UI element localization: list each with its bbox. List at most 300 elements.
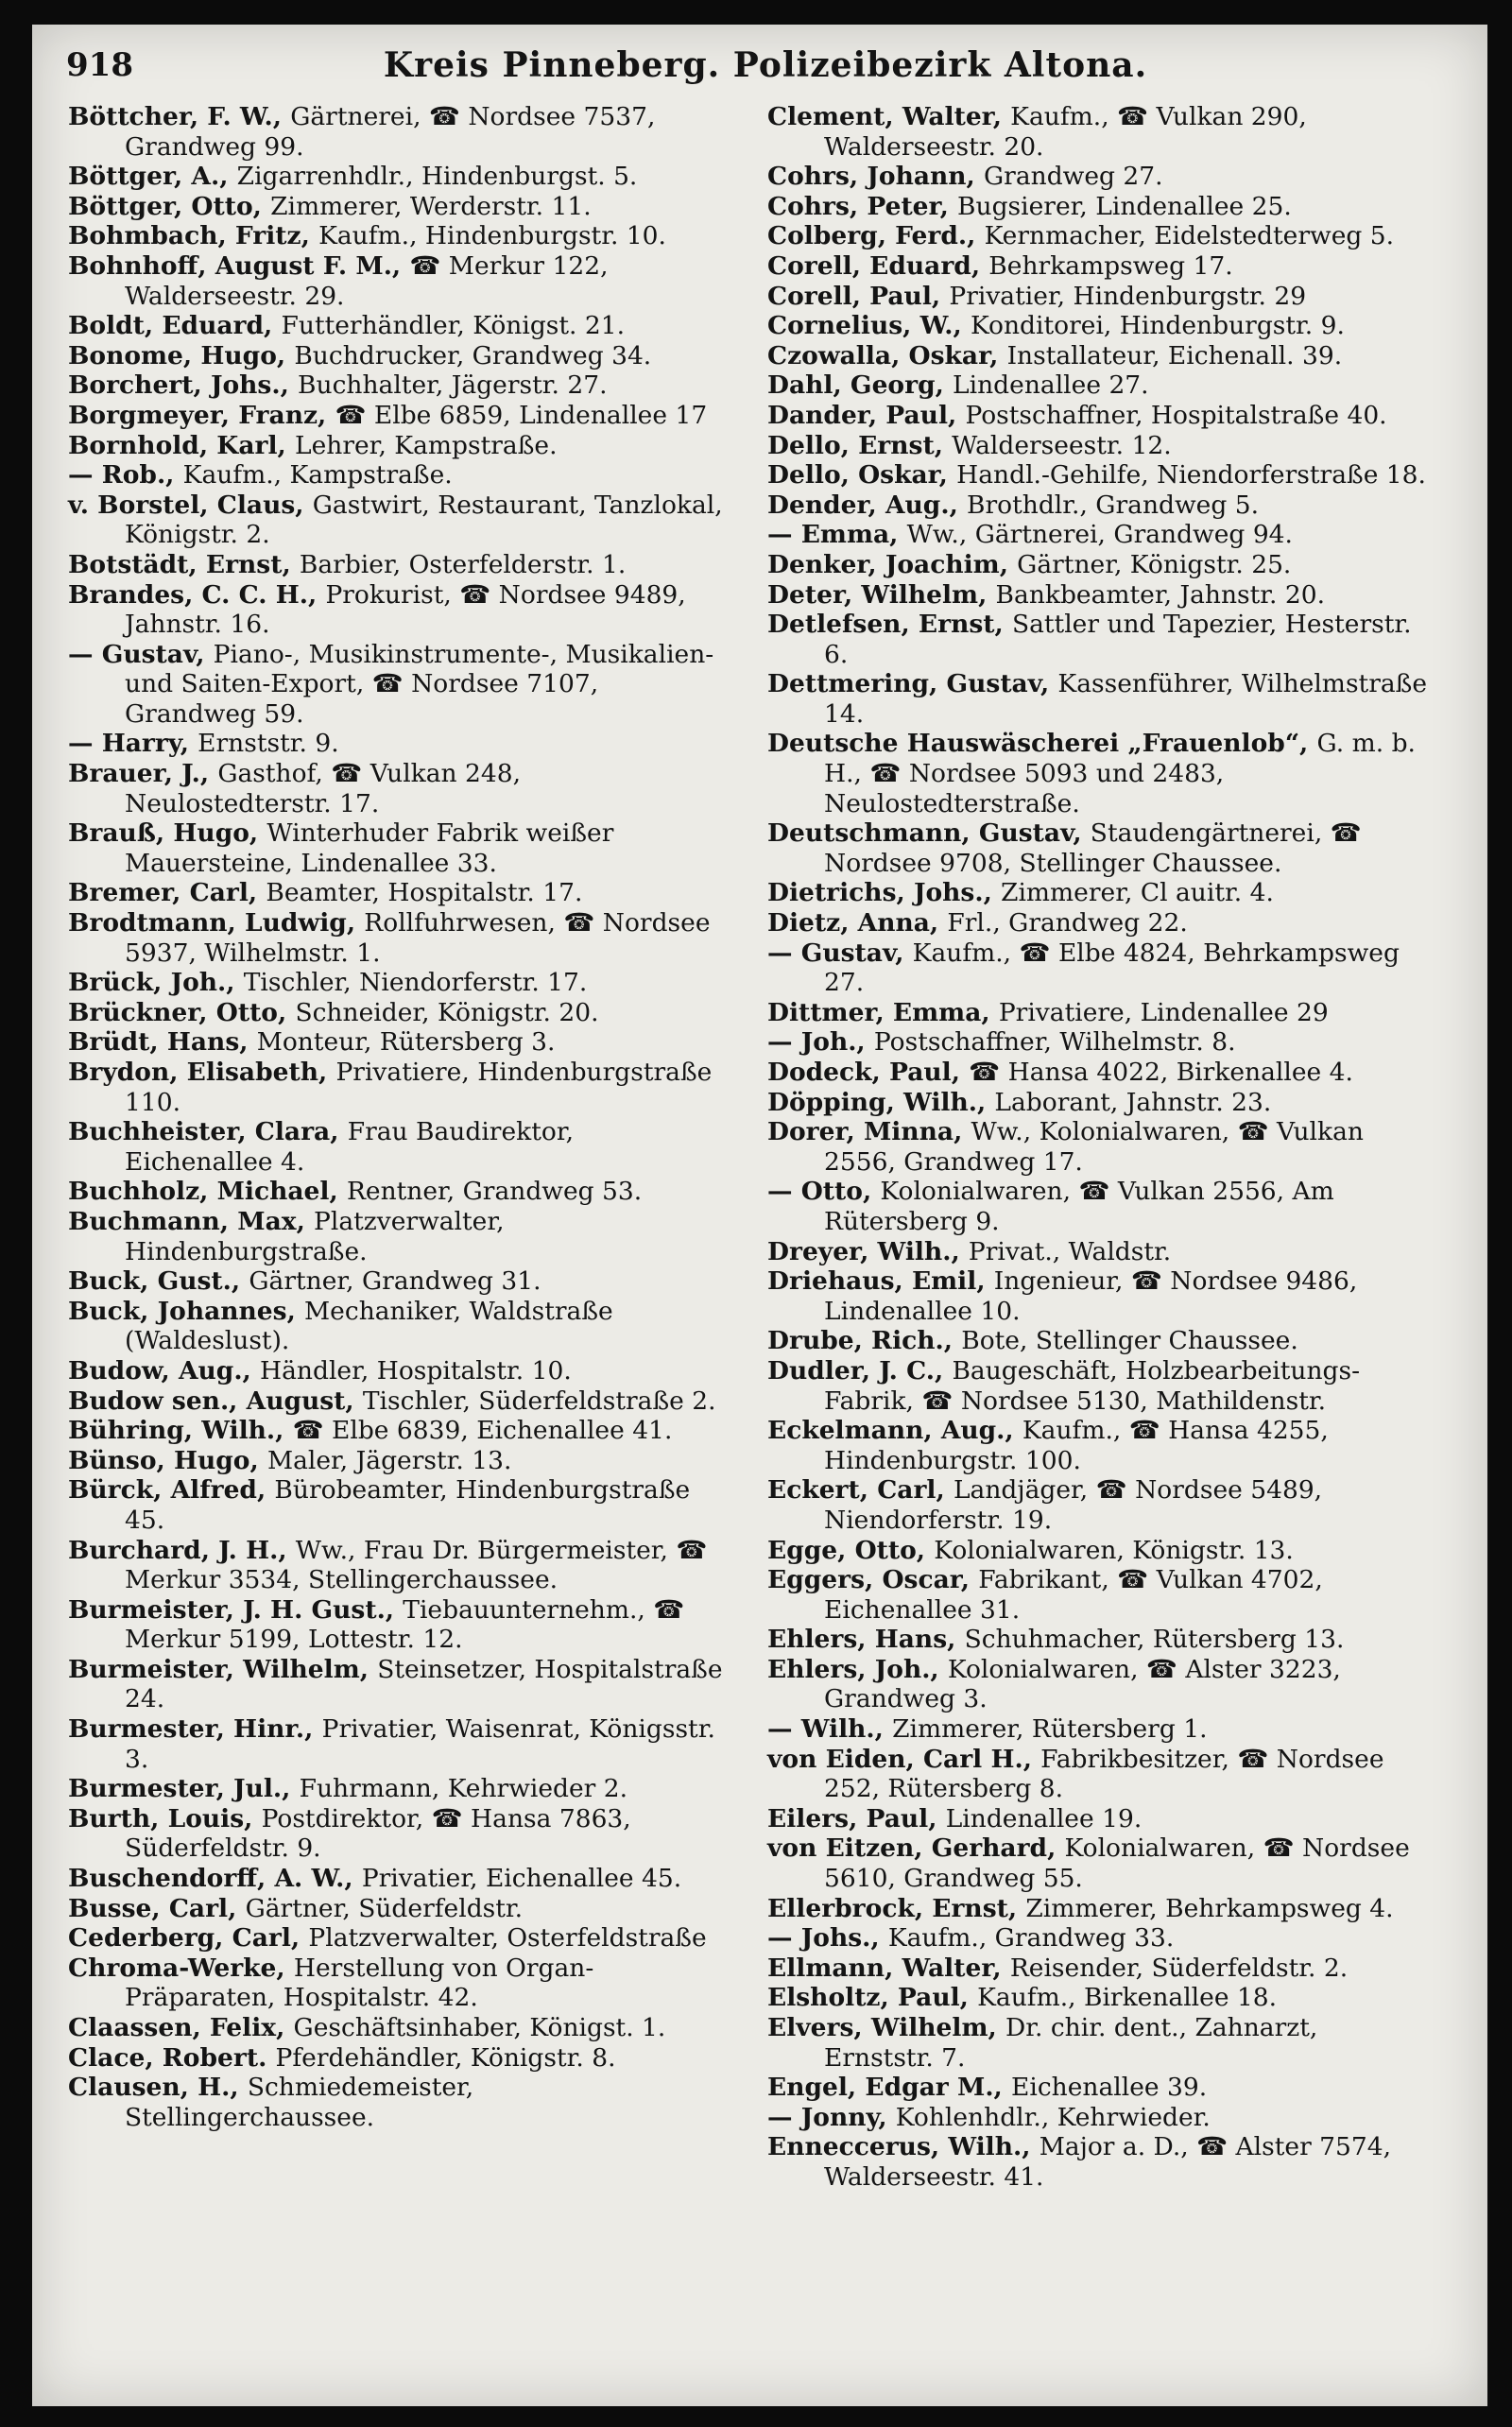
directory-entry [767,1833,1429,1893]
entry-details: Lindenallee 19. [945,1803,1143,1833]
directory-entry [767,401,1429,431]
entry-name: Elsholtz, Paul, [767,1983,978,2013]
directory-entry [68,818,730,878]
directory-entry [767,370,1429,401]
entry-details: Konditorei, Hindenburgstr. 9. [970,311,1345,341]
entry-details: Reisender, Süderfeldstr. 2. [1009,1953,1349,1983]
entry-name: Clausen, H., [68,2073,248,2103]
directory-page [32,25,1487,2406]
directory-entry [68,2043,730,2074]
directory-entry [767,580,1429,611]
entry-details: ☎ Elbe 6859, Lindenallee 17 [335,400,708,430]
directory-entry [68,1297,730,1356]
entry-name: Bürck, Alfred, [68,1475,275,1506]
entry-name: Bohnhoff, August F. M., [68,250,410,281]
entry-name: Brydon, Elisabeth, [68,1058,336,1087]
entry-details: Frau Baudirektor, Eichenallee 4. [125,1117,575,1177]
directory-entry [68,1386,730,1417]
entry-name: Deutsche Hauswäscherei „Frauenlob“, [767,729,1317,759]
entry-details: Bürobeamter, Hindenburgstraße 45. [125,1475,691,1535]
entry-details: Fuhrmann, Kehrwieder 2. [299,1774,628,1804]
directory-entry [68,311,730,341]
directory-entry [68,1058,730,1117]
directory-entry [68,2073,730,2132]
entry-name: Dello, Ernst, [767,430,953,460]
directory-entry [767,2073,1429,2103]
directory-entry [68,192,730,222]
entry-details: Gasthof, ☎ Vulkan 248, Neulostedterstr. 17. [125,759,522,818]
entry-details: Zigarrenhdlr., Hindenburgst. 5. [236,162,638,192]
directory-entry [767,1416,1429,1475]
entry-name: Corell, Eduard, [767,250,989,281]
entry-name: — Johs., [767,1923,888,1954]
directory-entry [767,610,1429,669]
entry-name: Czowalla, Oskar, [767,340,1007,370]
entry-details: Dr. chir. dent., Zahnarzt, Ernststr. 7. [824,2013,1318,2073]
entry-name: — Otto, [767,1177,881,1207]
entry-details: Major a. D., ☎ Alster 7574, Walderseestr. 41. [824,2132,1392,2192]
entry-details: Bankbeamter, Jahnstr. 20. [995,579,1326,610]
directory-entry [767,431,1429,461]
entry-name: Brandes, C. C. H., [68,579,326,610]
directory-entry [767,1983,1429,2013]
entry-details: Kaufm., Hindenburgstr. 10. [318,221,666,251]
entry-name: Dorer, Minna, [767,1117,971,1147]
entry-name: Buchholz, Michael, [68,1177,347,1207]
entry-name: Detlefsen, Ernst, [767,610,1012,640]
entry-details: Kaufm., ☎ Hansa 4255, Hindenburgstr. 100. [824,1416,1329,1475]
entry-details: Eichenallee 39. [1011,2073,1208,2103]
entry-name: Bornhold, Karl, [68,430,295,460]
entry-details: Kaufm., Grandweg 33. [887,1923,1175,1954]
entry-details: Lindenallee 27. [953,370,1149,401]
entry-details: Monteur, Rütersberg 3. [256,1027,556,1058]
entry-name: von Eitzen, Gerhard, [767,1833,1065,1864]
page-title: Kreis Pinneberg. Polizeibezirk Altona. [383,45,1148,85]
entry-name: Budow, Aug., [68,1355,261,1386]
directory-entry [767,1745,1429,1804]
entry-details: Maler, Jägerstr. 13. [266,1445,512,1475]
entry-name: Buck, Johannes, [68,1296,305,1326]
entry-details: Fabrikbesitzer, ☎ Nordsee 252, Rütersberg 8. [824,1744,1384,1804]
entry-details: Brothdlr., Grandweg 5. [967,490,1260,520]
directory-entry [767,311,1429,341]
entry-name: v. Borstel, Claus, [68,490,313,520]
directory-entry [767,2103,1429,2133]
entry-name: Ehlers, Hans, [767,1625,965,1655]
entry-name: Burmester, Jul., [68,1774,300,1804]
entry-name: Böttcher, F. W., [68,102,291,131]
entry-details: Lehrer, Kampstraße. [294,430,558,460]
entry-name: Eggers, Oscar, [767,1565,979,1595]
directory-entry [68,550,730,580]
directory-entry [767,2132,1429,2192]
directory-entry [68,1894,730,1924]
directory-entry [767,1088,1429,1118]
entry-name: von Eiden, Carl H., [767,1744,1041,1774]
entry-details: ☎ Elbe 6839, Eichenallee 41. [292,1416,673,1446]
directory-entry [68,370,730,401]
entry-details: Geschäftsinhaber, Königst. 1. [293,2013,666,2042]
directory-entry [767,102,1429,162]
entry-name: Deter, Wilhelm, [767,579,996,610]
page-number: 918 [66,46,133,84]
entry-details: Grandweg 27. [984,162,1163,192]
directory-entry [767,818,1429,878]
directory-entry [68,729,730,759]
entry-name: Deutschmann, Gustav, [767,818,1091,849]
entry-name: — Emma, [767,520,907,550]
entry-details: Handl.-Gehilfe, Niendorferstraße 18. [956,460,1426,491]
entry-name: Burmeister, J. H. Gust., [68,1594,404,1625]
entry-details: Postschaffner, Hospitalstraße 40. [965,400,1387,430]
entry-details: Privatiere, Hindenburgstraße 110. [125,1058,713,1117]
entry-details: Zimmerer, Rütersberg 1. [892,1714,1208,1745]
directory-entry [767,341,1429,371]
entry-name: — Gustav, [767,938,913,968]
entry-details: Steinsetzer, Hospitalstraße 24. [125,1654,723,1714]
entry-details: Platzverwalter, Osterfeldstraße [308,1923,707,1954]
entry-details: Prokurist, ☎ Nordsee 9489, Jahnstr. 16. [125,579,686,640]
entry-name: Bühring, Wilh., [68,1416,293,1446]
entry-name: Ellerbrock, Ernst, [767,1893,1026,1923]
entry-details: ☎ Hansa 4022, Birkenallee 4. [969,1058,1353,1087]
directory-entry [68,1475,730,1535]
entry-details: ☎ Merkur 122, Walderseestr. 29. [125,250,609,311]
entry-name: Eilers, Paul, [767,1803,946,1833]
entry-details: Privatiere, Lindenallee 29 [998,997,1329,1027]
directory-entry [68,968,730,998]
entry-name: Dittmer, Emma, [767,997,999,1027]
entry-details: Ww., Gärtnerei, Grandweg 94. [906,520,1293,550]
entry-details: Frl., Grandweg 22. [947,908,1188,938]
directory-entry [68,1027,730,1058]
entry-name: Böttger, Otto, [68,191,271,221]
entry-name: Borchert, Johs., [68,370,299,401]
entry-details: Laborant, Jahnstr. 23. [994,1087,1272,1117]
entry-name: Brauß, Hugo, [68,818,267,849]
entry-name: Buchheister, Clara, [68,1117,348,1147]
entry-details: Gärtner, Grandweg 31. [249,1266,541,1297]
entry-name: Boldt, Eduard, [68,311,282,341]
entry-details: Barbier, Osterfelderstr. 1. [299,549,627,579]
entry-name: Burmeister, Wilhelm, [68,1654,378,1684]
entry-name: Eckelmann, Aug., [767,1416,1022,1446]
directory-entry [68,1266,730,1297]
directory-entry [767,1714,1429,1745]
directory-entry [68,2013,730,2043]
entry-details: Buchdrucker, Grandweg 34. [294,340,652,370]
entry-name: Dietz, Anna, [767,908,948,938]
entry-details: Zimmerer, Werderstr. 11. [270,191,592,221]
directory-entry [767,729,1429,818]
directory-entry [68,102,730,162]
entry-name: — Joh., [767,1027,874,1058]
directory-entry [767,282,1429,312]
left-column [68,102,730,2132]
entry-name: Brodtmann, Ludwig, [68,908,365,938]
entry-details: Tischler, Süderfeldstraße 2. [362,1386,716,1416]
directory-entry [68,1714,730,1774]
entry-name: Cederberg, Carl, [68,1923,309,1954]
entry-name: Bonome, Hugo, [68,340,295,370]
entry-name: — Wilh., [767,1714,893,1745]
entry-name: Denker, Joachim, [767,549,1018,579]
entry-name: Dahl, Georg, [767,370,954,401]
directory-entry [68,1177,730,1207]
entry-name: Dender, Aug., [767,490,968,520]
directory-entry [767,1058,1429,1088]
entry-details: Baugeschäft, Holzbearbeitungs-Fabrik, ☎ Nordsee 5130, Mathildenstr. [824,1355,1361,1416]
entry-details: Rollfuhrwesen, ☎ Nordsee 5937, Wilhelmstr. 1. [125,908,711,968]
directory-entry [767,1894,1429,1924]
entry-name: Corell, Paul, [767,281,950,311]
entry-details: Futterhändler, Königst. 21. [281,311,626,341]
entry-details: Gärtnerei, ☎ Nordsee 7537, Grandweg 99. [125,102,656,162]
directory-entry [767,938,1429,998]
directory-entry [767,1326,1429,1356]
page-header [66,32,1446,98]
entry-details: Zimmerer, Behrkampsweg 4. [1025,1893,1394,1923]
entry-details: Zimmerer, Cl auitr. 4. [1001,878,1274,908]
entry-name: Burchard, J. H., [68,1535,296,1565]
directory-entry [767,1804,1429,1834]
entry-name: Dettmering, Gustav, [767,669,1058,699]
entry-name: Buck, Gust., [68,1266,249,1297]
entry-name: Cohrs, Johann, [767,162,985,192]
entry-name: — Jonny, [767,2102,896,2132]
entry-name: Brauer, J., [68,759,218,789]
directory-entry [68,162,730,192]
directory-entry [68,401,730,431]
directory-entry [68,1595,730,1655]
entry-details: Beamter, Hospitalstr. 17. [266,878,583,908]
entry-details: Bugsierer, Lindenallee 25. [957,191,1292,221]
entry-details: Staudengärtnerei, ☎ Nordsee 9708, Stellinger Chaussee. [824,818,1362,878]
entry-name: Dreyer, Wilh., [767,1236,969,1266]
entry-name: Dudler, J. C., [767,1355,953,1386]
entry-details: Gärtner, Süderfeldstr. [245,1893,524,1923]
entry-name: Buchmann, Max, [68,1206,315,1236]
entry-details: Kaufm., ☎ Vulkan 290, Walderseestr. 20. [824,102,1307,162]
directory-entry [68,341,730,371]
directory-entry [767,251,1429,282]
directory-entry [68,251,730,311]
entry-name: Bünso, Hugo, [68,1445,267,1475]
directory-entry [68,1774,730,1804]
entry-name: Dello, Oskar, [767,460,957,491]
entry-name: — Harry, [68,729,198,759]
directory-entry [68,1416,730,1446]
entry-name: Drube, Rich., [767,1326,962,1356]
directory-entry [767,491,1429,521]
directory-entry [767,1954,1429,1984]
directory-entry [68,491,730,550]
directory-entry [68,908,730,968]
entry-name: Enneccerus, Wilh., [767,2132,1040,2162]
entry-details: Privat., Waldstr. [968,1236,1172,1266]
directory-entry [767,1655,1429,1714]
directory-entry [767,1475,1429,1535]
directory-entry [68,640,730,730]
directory-entry [767,1565,1429,1625]
entry-details: Behrkampsweg 17. [988,250,1233,281]
entry-details: Kolonialwaren, ☎ Alster 3223, Grandweg 3. [824,1654,1341,1714]
entry-name: Eckert, Carl, [767,1475,954,1506]
entry-name: Cornelius, W., [767,311,971,341]
entry-details: Sattler und Tapezier, Hesterstr. 6. [824,610,1412,669]
entry-name: Budow sen., August, [68,1386,363,1416]
entry-name: Colberg, Ferd., [767,221,985,251]
entry-name: Dander, Paul, [767,400,966,430]
entry-name: Dodeck, Paul, [767,1058,970,1087]
directory-entry [68,580,730,640]
entry-details: Herstellung von Organ-Präparaten, Hospitalstr. 42. [125,1953,594,2013]
entry-name: Dietrichs, Johs., [767,878,1002,908]
entry-name: — Gustav, [68,639,214,669]
directory-entry [767,162,1429,192]
directory-entry [767,998,1429,1028]
entry-name: Borgmeyer, Franz, [68,400,335,430]
entry-details: Kassenführer, Wilhelmstraße 14. [824,669,1428,729]
entry-name: Driehaus, Emil, [767,1266,994,1297]
entry-details: Walderseestr. 12. [952,430,1172,460]
directory-entry [68,431,730,461]
directory-entry [767,669,1429,729]
directory-entry [68,221,730,251]
entry-name: Buschendorff, A. W., [68,1864,362,1894]
entry-details: Fabrikant, ☎ Vulkan 4702, Eichenallee 31. [824,1565,1323,1625]
entry-details: Ww., Frau Dr. Bürgermeister, ☎ Merkur 3534, Stellingerchaussee. [125,1535,708,1595]
directory-entry [767,1117,1429,1177]
entry-name: Chroma-Werke, [68,1953,294,1983]
entry-details: Ernststr. 9. [198,729,339,759]
directory-entry [68,1954,730,2013]
entry-name: Claassen, Felix, [68,2013,294,2042]
entry-details: Schmiedemeister, Stellingerchaussee. [125,2073,474,2132]
directory-entry [68,1655,730,1714]
directory-entry [767,1266,1429,1326]
directory-entry [767,1625,1429,1655]
directory-entry [767,1536,1429,1566]
entry-details: Landjäger, ☎ Nordsee 5489, Niendorferstr. 19. [824,1475,1323,1535]
directory-entry [68,1923,730,1954]
entry-name: Busse, Carl, [68,1893,246,1923]
entry-details: Winterhuder Fabrik weißer Mauersteine, Lindenallee 33. [125,818,614,878]
directory-entry [68,1804,730,1864]
entry-name: Clace, Robert. [68,2042,276,2073]
entry-name: Botstädt, Ernst, [68,549,300,579]
entry-details: Ingenieur, ☎ Nordsee 9486, Lindenallee 10. [824,1266,1358,1326]
entry-name: Ehlers, Joh., [767,1654,948,1684]
entry-name: Döpping, Wilh., [767,1087,995,1117]
entry-details: Privatier, Hindenburgstr. 29 [949,281,1307,311]
entry-details: Rentner, Grandweg 53. [346,1177,643,1207]
entry-name: Burth, Louis, [68,1803,262,1833]
entry-details: Kolonialwaren, ☎ Vulkan 2556, Am Rütersberg 9. [824,1177,1334,1236]
entry-details: Pferdehändler, Königstr. 8. [275,2042,616,2073]
directory-entry [767,2013,1429,2073]
entry-name: Böttger, A., [68,162,237,192]
directory-entry [767,221,1429,251]
entry-details: Buchhalter, Jägerstr. 27. [298,370,608,401]
entry-name: Ellmann, Walter, [767,1953,1010,1983]
entry-details: Kolonialwaren, ☎ Nordsee 5610, Grandweg 55. [824,1833,1410,1894]
directory-entry [767,878,1429,908]
entry-details: Schuhmacher, Rütersberg 13. [964,1625,1345,1655]
entry-details: Händler, Hospitalstr. 10. [260,1355,572,1386]
directory-entry [767,1356,1429,1416]
entry-details: Mechaniker, Waldstraße (Waldeslust). [125,1296,613,1356]
directory-entry [68,460,730,491]
entry-name: Cohrs, Peter, [767,191,958,221]
entry-details: Ww., Kolonialwaren, ☎ Vulkan 2556, Grandweg 17. [824,1117,1364,1177]
entry-name: — Rob., [68,460,183,491]
directory-entry [767,1027,1429,1058]
right-column [767,102,1429,2193]
entry-details: Kaufm., Kampstraße. [182,460,453,491]
directory-entry [68,759,730,818]
entry-name: Elvers, Wilhelm, [767,2013,1005,2042]
directory-entry [767,550,1429,580]
directory-entry [767,520,1429,550]
entry-name: Engel, Edgar M., [767,2073,1011,2103]
directory-entry [68,878,730,908]
directory-entry [767,1237,1429,1267]
directory-entry [68,998,730,1028]
entry-details: G. m. b. H., ☎ Nordsee 5093 und 2483, Neulostedterstraße. [824,729,1416,818]
entry-details: Postdirektor, ☎ Hansa 7863, Süderfeldstr. 9. [125,1803,631,1864]
entry-details: Postschaffner, Wilhelmstr. 8. [873,1027,1236,1058]
entry-details: Kaufm., ☎ Elbe 4824, Behrkampsweg 27. [824,938,1400,998]
entry-details: Gastwirt, Restaurant, Tanzlokal, Königstr. 2. [125,490,723,550]
directory-entry [68,1446,730,1476]
directory-entry [767,460,1429,491]
entry-details: Bote, Stellinger Chaussee. [961,1326,1298,1356]
directory-entry [68,1117,730,1177]
entry-details: Platzverwalter, Hindenburgstraße. [125,1206,505,1266]
entry-details: Kaufm., Birkenallee 18. [977,1983,1278,2013]
directory-entry [68,1356,730,1386]
entry-details: Tischler, Niendorferstr. 17. [243,968,588,998]
entry-name: Brückner, Otto, [68,997,296,1027]
entry-name: Clement, Walter, [767,102,1011,131]
entry-name: Bohmbach, Fritz, [68,221,319,251]
entry-details: Privatier, Waisenrat, Königsstr. 3. [125,1714,715,1774]
entry-name: Brück, Joh., [68,968,244,998]
entry-name: Bremer, Carl, [68,878,266,908]
entry-details: Installateur, Eichenall. 39. [1006,340,1343,370]
entry-details: Tiebauunternehm., ☎ Merkur 5199, Lottestr. 12. [125,1594,685,1655]
directory-entry [68,1536,730,1595]
entry-details: Gärtner, Königstr. 25. [1017,549,1292,579]
entry-details: Privatier, Eichenallee 45. [361,1864,682,1894]
directory-entry [767,192,1429,222]
directory-entry [767,1177,1429,1236]
directory-entry [68,1207,730,1266]
entry-name: Burmester, Hinr., [68,1714,322,1745]
entry-details: Piano-, Musikinstrumente-, Musikalien- und Saiten-Export, ☎ Nordsee 7107, Grandweg 59. [125,639,714,729]
entry-details: Kernmacher, Eidelstedterweg 5. [984,221,1395,251]
entry-name: Brüdt, Hans, [68,1027,257,1058]
directory-entry [767,908,1429,938]
entry-details: Kolonialwaren, Königstr. 13. [934,1535,1294,1565]
entry-name: Egge, Otto, [767,1535,935,1565]
directory-entry [767,1923,1429,1954]
directory-entry [68,1864,730,1894]
entry-details: Kohlenhdlr., Kehrwieder. [895,2102,1211,2132]
entry-details: Schneider, Königstr. 20. [295,997,599,1027]
